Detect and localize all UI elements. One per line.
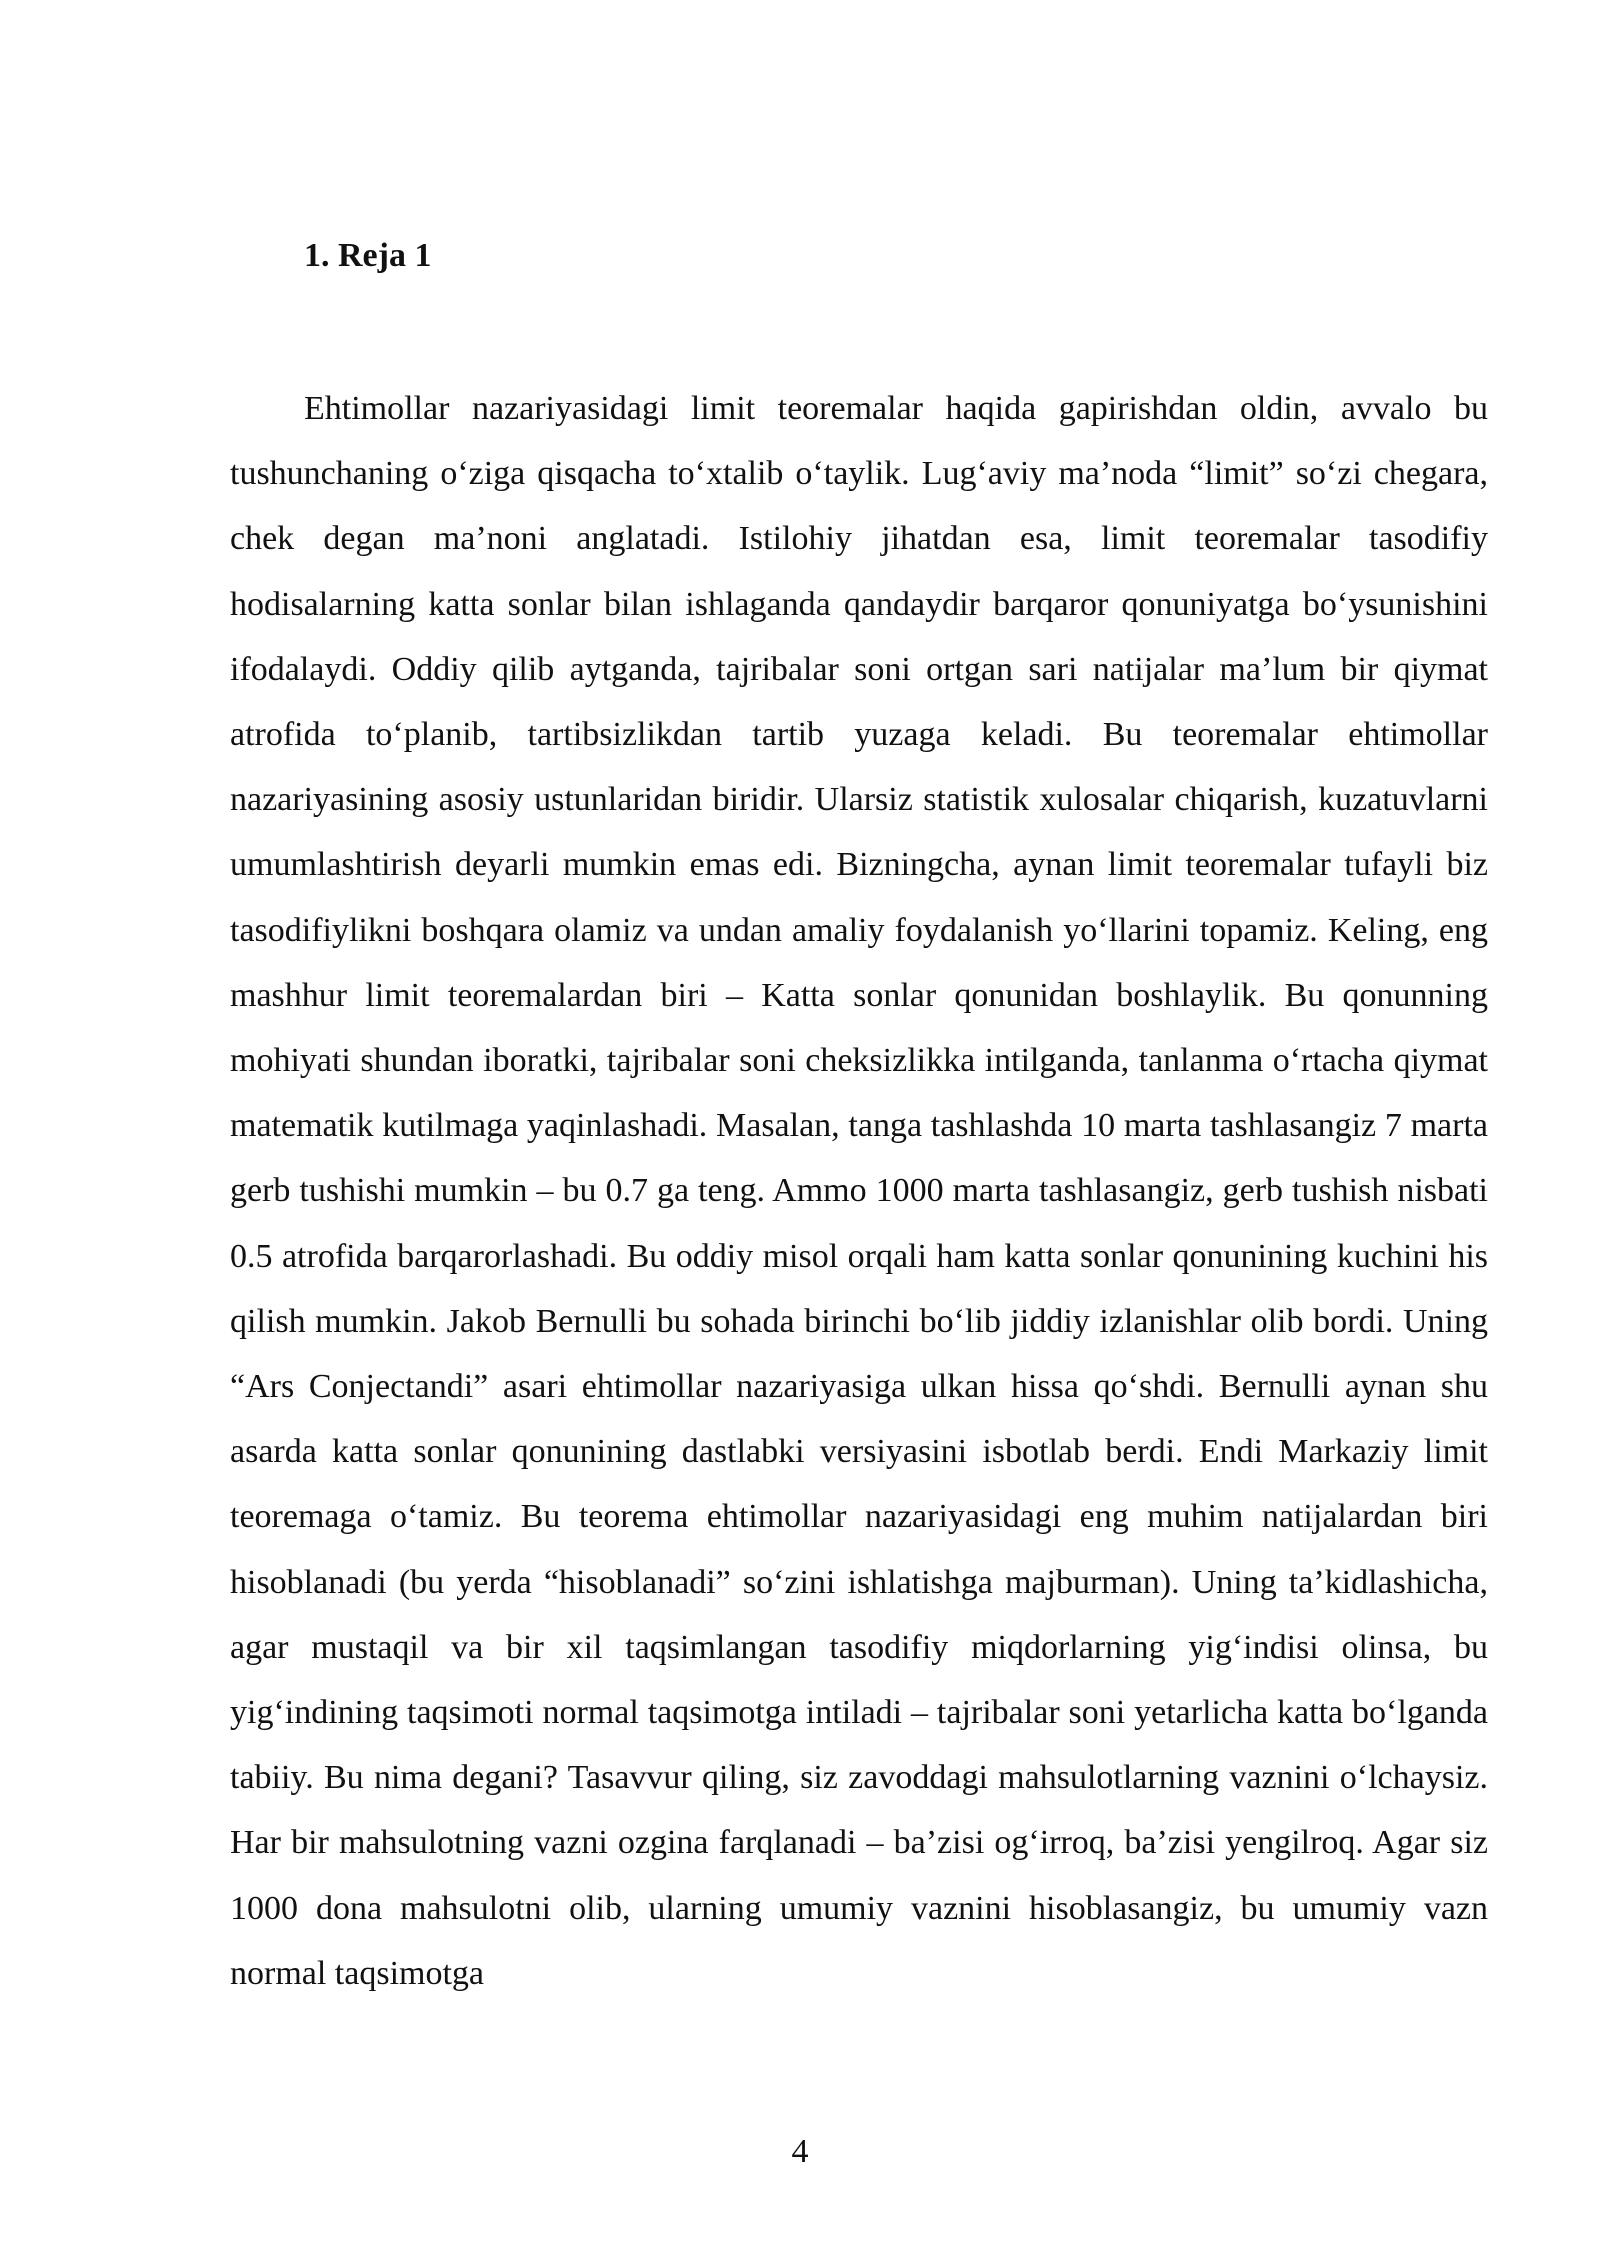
- page-number: 4: [791, 2133, 809, 2170]
- body-paragraph: Ehtimollar nazariyasidagi limit teoremalar haqida gapirishdan oldin, avvalo bu tushunchaning o‘ziga qisqacha to‘xtalib o‘taylik. Lug‘aviy ma’noda “limit” so‘zi chegara, chek degan ma’noni anglatadi. Istilohiy jihatdan esa, limit teoremalar tasodifiy hodisalarning katta sonlar bilan ishlaganda qandaydir barqaror qonuniyatga bo‘ysunishini ifodalaydi. Oddiy qilib aytganda, tajribalar soni ortgan sari natijalar ma’lum bir qiymat atrofida to‘planib, tartibsizlikdan tartib yuzaga keladi. Bu teoremalar ehtimollar nazariyasining asosiy ustunlaridan biridir. Ularsiz statistik xulosalar chiqarish, kuzatuvlarni umumlashtirish deyarli mumkin emas edi. Bizningcha, aynan limit teoremalar tufayli biz tasodifiylikni boshqara olamiz va undan amaliy foydalanish yo‘llarini topamiz. Keling, eng mashhur limit teoremalardan biri – Katta sonlar qonunidan boshlaylik. Bu qonunning mohiyati shundan iboratki, tajribalar soni cheksizlikka intilganda, tanlanma o‘rtacha qiymat matematik kutilmaga yaqinlashadi. Masalan, tanga tashlashda 10 marta tashlasangiz 7 marta gerb tushishi mumkin – bu 0.7 ga teng. Ammo 1000 marta tashlasangiz, gerb tushish nisbati 0.5 atrofida barqarorlashadi. Bu oddiy misol orqali ham katta sonlar qonunining kuchini his qilish mumkin. Jakob Bernulli bu sohada birinchi bo‘lib jiddiy izlanishlar olib bordi. Uning “Ars Conjectandi” asari ehtimollar nazariyasiga ulkan hissa qo‘shdi. Bernulli aynan shu asarda katta sonlar qonunining dastlabki versiyasini isbotlab berdi. Endi Markaziy limit teoremaga o‘tamiz. Bu teorema ehtimollar nazariyasidagi eng muhim natijalardan biri hisoblanadi (bu yerda “hisoblanadi” so‘zini ishlatishga majburman). Uning ta’kidlashicha, agar mustaqil va bir xil taqsimlangan tasodifiy miqdorlarning yig‘indisi olinsa, bu yig‘indining taqsimoti normal taqsimotga intiladi – tajribalar soni yetarlicha katta bo‘lganda tabiiy. Bu nima degani? Tasavvur qiling, siz zavoddagi mahsulotlarning vaznini o‘lchaysiz. Har bir mahsulotning vazni ozgina farqlanadi – ba’zisi og‘irroq, ba’zisi yengilroq. Agar siz 1000 dona mahsulotni olib, ularning umumiy vaznini hisoblasangiz, bu umumiy vazn normal taqsimotga: [230, 390, 1488, 1992]
- section-heading: 1. Reja 1: [304, 237, 432, 274]
